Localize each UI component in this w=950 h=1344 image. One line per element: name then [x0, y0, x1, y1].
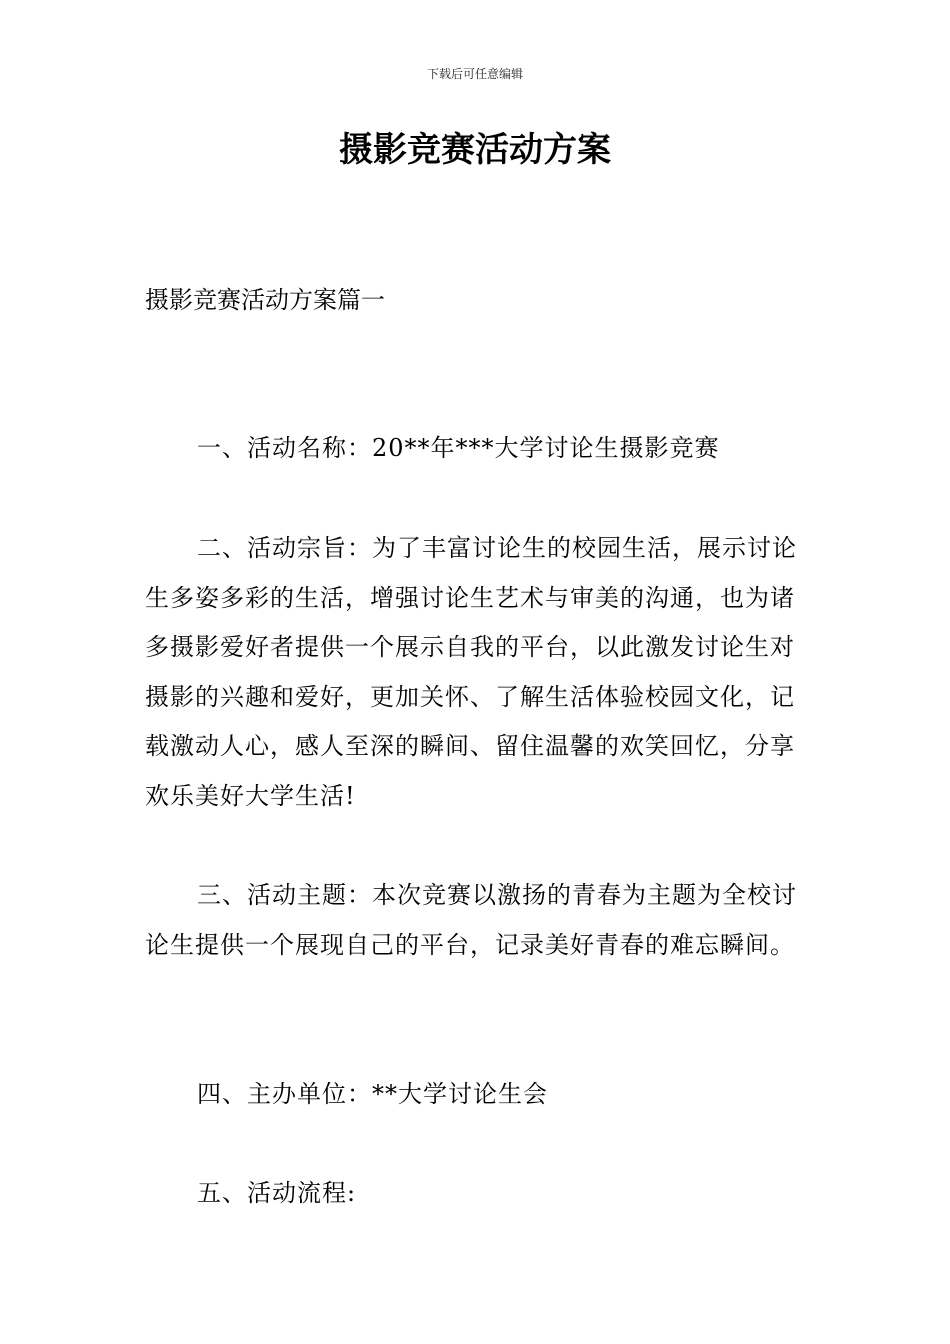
header-note: 下载后可任意编辑 — [426, 67, 523, 81]
paragraph-activity-name: 一、活动名称：20**年***大学讨论生摄影竞赛 — [197, 434, 720, 462]
document-title: 摄影竞赛活动方案 — [339, 130, 611, 170]
paragraph-organizer: 四、主办单位：**大学讨论生会 — [197, 1080, 548, 1108]
paragraph-activity-process: 五、活动流程: — [197, 1179, 357, 1207]
paragraph-activity-purpose: 二、活动宗旨：为了丰富讨论生的校园生活，展示讨论生多姿多彩的生活，增强讨论生艺术与审美的沟通，也为诸多摄影爱好者提供一个展示自我的平台，以此激发讨论生对摄影的兴趣和爱好，更加关怀、了解生活体验校园文化，记载激动人心，感人至深的瞬间、留住温馨的欢笑回忆，分享欢乐美好大学生活! — [145, 534, 797, 810]
paragraph-activity-theme: 三、活动主题：本次竞赛以激扬的青春为主题为全校讨论生提供一个展现自己的平台，记录美好青春的难忘瞬间。 — [145, 881, 797, 959]
document-subtitle: 摄影竞赛活动方案篇一 — [145, 286, 385, 314]
